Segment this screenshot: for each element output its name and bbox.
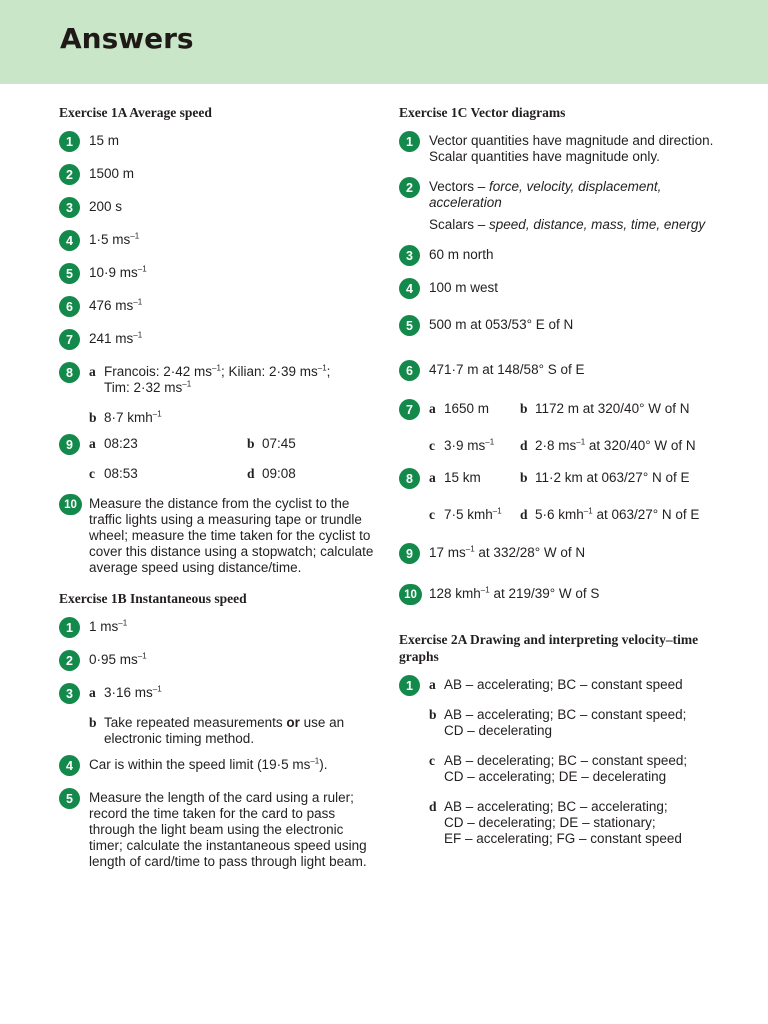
- answer-1b-5: 5 Measure the length of the card using a ruler; record the time taken for the card to pass through the light beam using the electronic timer; calculate the instantaneous speed using length of card/time to pass through light beam.: [59, 790, 379, 870]
- question-number-badge: 7: [399, 399, 420, 420]
- question-number-badge: 2: [59, 164, 80, 185]
- exercise-2a-title: Exercise 2A Drawing and interpreting velocity–time graphs: [399, 632, 699, 664]
- question-number-badge: 1: [399, 675, 420, 696]
- answer-1c-5: 5 500 m at 053/53° E of N: [399, 317, 729, 336]
- answer-1a-6: 6 476 $ms^{-1}$: [59, 298, 379, 317]
- answer-1c-9: 9 17 $ms^{-1}$ at 332/28° W of N: [399, 545, 729, 564]
- question-number-badge: 9: [399, 543, 420, 564]
- answer-1a-5: 5 10·9 $ms^{-1}$: [59, 265, 379, 284]
- answer-2a-1: 1 a AB – accelerating; BC – constant speed b AB – accelerating; BC – constant speed; CD – decelerating c AB – decelerating; BC – constant speed; CD – accelerating; DE – decelerating d AB – accelerating; BC – accelerating; CD – decelerating; DE – stationary; EF – accelerating; FG – constant speed: [399, 677, 729, 847]
- answer-1c-6: 6 471·7 m at 148/58° S of E: [399, 362, 729, 381]
- answer-1a-3: 3 200 s: [59, 199, 379, 218]
- answer-1a-2: 2 1500 m: [59, 166, 379, 185]
- page-title: Answers: [60, 22, 194, 55]
- question-number-badge: 10: [399, 584, 422, 605]
- answer-1a-1: 1 15 m: [59, 133, 379, 152]
- question-number-badge: 3: [399, 245, 420, 266]
- question-number-badge: 1: [59, 131, 80, 152]
- exercise-1b-title: Exercise 1B Instantaneous speed: [59, 591, 247, 606]
- question-number-badge: 5: [59, 263, 80, 284]
- answer-1a-9: 9 a 08:23 b 07:45 c 08:53 d 09:08: [59, 436, 379, 482]
- question-number-badge: 5: [399, 315, 420, 336]
- answer-1c-1: 1 Vector quantities have magnitude and direction. Scalar quantities have magnitude only.: [399, 133, 729, 165]
- exercise-1a-title: Exercise 1A Average speed: [59, 105, 212, 120]
- answer-1b-3: 3 a 3·16 $ms^{-1}$ b Take repeated measurements or use an electronic timing method.: [59, 685, 379, 747]
- question-number-badge: 5: [59, 788, 80, 809]
- answer-1c-10: 10 128 kmh$^{-1}$ at 219/39° W of S: [399, 586, 729, 605]
- question-number-badge: 6: [59, 296, 80, 317]
- right-column: [399, 104, 729, 857]
- answer-1b-1: 1 1 $ms^{-1}$: [59, 619, 379, 638]
- question-number-badge: 4: [399, 278, 420, 299]
- question-number-badge: 3: [59, 683, 80, 704]
- page-header: [0, 0, 768, 84]
- question-number-badge: 2: [399, 177, 420, 198]
- question-number-badge: 10: [59, 494, 82, 515]
- question-number-badge: 2: [59, 650, 80, 671]
- answer-1c-2: 2 Vectors – force, velocity, displacement, acceleration Scalars – speed, distance, mass, time, energy: [399, 179, 729, 233]
- exercise-1c-title: Exercise 1C Vector diagrams: [399, 105, 566, 120]
- answer-1a-10: 10 Measure the distance from the cyclist to the traffic lights using a measuring tape or trundle wheel; measure the time taken for the cyclist to cover this distance using a stopwatch; calculate average speed using distance/time.: [59, 496, 379, 576]
- question-number-badge: 8: [59, 362, 80, 383]
- answer-1b-2: 2 0·95 $ms^{-1}$: [59, 652, 379, 671]
- left-column: [59, 104, 379, 880]
- question-number-badge: 7: [59, 329, 80, 350]
- answer-1a-4: 4 1·5 $ms^{-1}$: [59, 232, 379, 251]
- answer-1c-3: 3 60 m north: [399, 247, 729, 266]
- question-number-badge: 8: [399, 468, 420, 489]
- answer-1c-7: 7 a 1650 m b 1172 m at 320/40° W of N c 3·9 $ms^{-1}$ d 2·8 $ms^{-1}$ at 320/40° W of N: [399, 401, 729, 454]
- answer-1c-4: 4 100 m west: [399, 280, 729, 299]
- question-number-badge: 6: [399, 360, 420, 381]
- question-number-badge: 1: [59, 617, 80, 638]
- answer-1b-4: 4 Car is within the speed limit (19·5 $ms^{-1}$).: [59, 757, 379, 776]
- answer-1c-8: 8 a 15 km b 11·2 km at 063/27° N of E c 7·5 kmh$^{-1}$ d 5·6 kmh$^{-1}$ at 063/27° N of E: [399, 470, 729, 523]
- question-number-badge: 9: [59, 434, 80, 455]
- question-number-badge: 4: [59, 755, 80, 776]
- question-number-badge: 4: [59, 230, 80, 251]
- answer-1a-8: 8 a Francois: 2·42 $ms^{-1}$; Kilian: 2·39 $ms^{-1}$; Tim: 2·32 $ms^{-1}$ b 8·7 kmh$^{-1}$: [59, 364, 379, 426]
- question-number-badge: 3: [59, 197, 80, 218]
- question-number-badge: 1: [399, 131, 420, 152]
- answer-1a-7: 7 241 $ms^{-1}$: [59, 331, 379, 350]
